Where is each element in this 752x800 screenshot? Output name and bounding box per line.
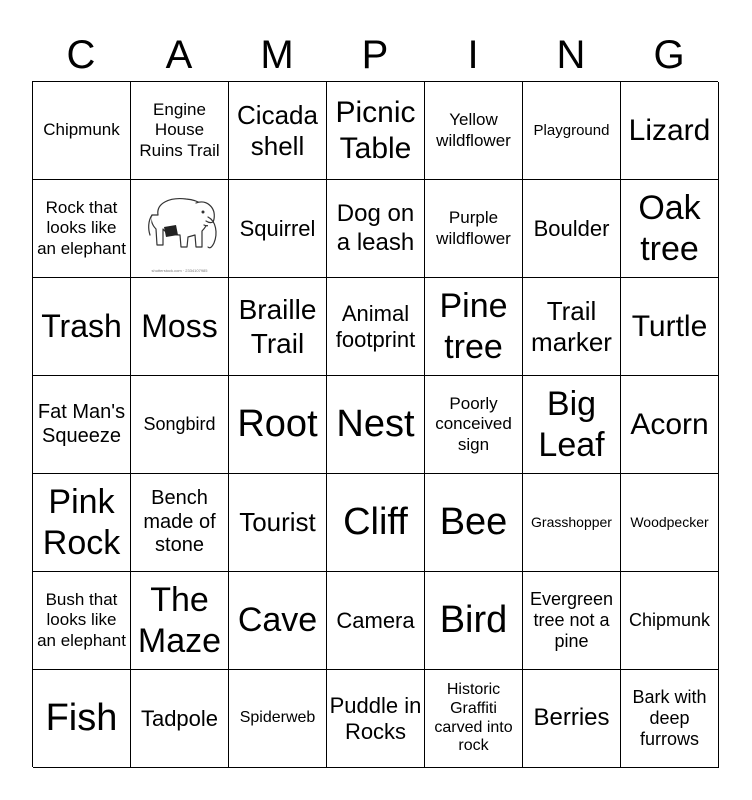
header-letter-n: N: [556, 33, 586, 77]
bingo-cell[interactable]: [33, 572, 131, 670]
bingo-cell[interactable]: [327, 180, 425, 278]
cell-label: Pink Rock: [42, 483, 121, 562]
cell-label: Nest: [336, 403, 415, 446]
bingo-cell[interactable]: [33, 376, 131, 474]
cell-label: Chipmunk: [628, 609, 711, 630]
cell-label: Poorly conceived sign: [435, 394, 512, 454]
cell-label: Bark with deep furrows: [632, 686, 707, 750]
cell-label: Animal footprint: [335, 300, 416, 352]
cell-label: Boulder: [533, 215, 610, 241]
bingo-cell[interactable]: [229, 376, 327, 474]
bingo-cell[interactable]: [229, 474, 327, 572]
cell-label: Rock that looks like an elephant: [37, 198, 126, 258]
bingo-cell[interactable]: [425, 670, 523, 768]
cell-label: Big Leaf: [538, 385, 605, 464]
bingo-cell[interactable]: [33, 82, 131, 180]
bingo-cell[interactable]: [621, 572, 719, 670]
cell-label: Acorn: [630, 407, 709, 441]
free-space-credit: shutterstock.com · 2334107985: [151, 267, 208, 273]
cell-label: Bench made of stone: [143, 487, 216, 557]
cell-label: Moss: [141, 307, 218, 344]
cell-label: Bush that looks like an elephant: [37, 590, 126, 650]
cell-label: Lizard: [628, 113, 711, 147]
cell-label: Purple wildflower: [436, 208, 511, 248]
cell-label: Bird: [439, 599, 508, 642]
bingo-cell[interactable]: [131, 572, 229, 670]
free-space: [136, 185, 224, 273]
bingo-cell[interactable]: [327, 670, 425, 768]
bingo-cell[interactable]: [425, 572, 523, 670]
bingo-cell[interactable]: [131, 376, 229, 474]
bingo-cell[interactable]: [131, 474, 229, 572]
cell-label: Yellow wildflower: [436, 110, 511, 150]
bingo-cell[interactable]: [425, 180, 523, 278]
bingo-cell[interactable]: [621, 278, 719, 376]
bingo-cell[interactable]: [523, 376, 621, 474]
cell-label: Cicada shell: [237, 99, 318, 161]
cell-label: Bee: [439, 501, 508, 544]
cell-label: Dog on a leash: [336, 200, 415, 256]
bingo-cell[interactable]: [327, 474, 425, 572]
bingo-cell[interactable]: [523, 278, 621, 376]
bingo-cell[interactable]: [229, 180, 327, 278]
bingo-cell[interactable]: [621, 670, 719, 768]
bingo-cell[interactable]: [229, 82, 327, 180]
bingo-cell[interactable]: [131, 82, 229, 180]
header-letter-m: M: [260, 33, 294, 77]
cell-label: Woodpecker: [630, 514, 709, 531]
cell-label: Oak tree: [638, 189, 701, 268]
cell-label: Engine House Ruins Trail: [139, 100, 220, 160]
bingo-cell[interactable]: [327, 278, 425, 376]
cell-label: Grasshopper: [531, 514, 612, 531]
cell-label: Trash: [41, 307, 122, 344]
cell-label: Historic Graffiti carved into rock: [434, 680, 513, 755]
bingo-cell[interactable]: [523, 82, 621, 180]
header-letter-p: P: [361, 33, 389, 77]
free-space-cell[interactable]: [131, 180, 229, 278]
bingo-cell[interactable]: [33, 180, 131, 278]
bingo-cell[interactable]: [621, 376, 719, 474]
bingo-cell[interactable]: [131, 278, 229, 376]
cell-label: Fish: [45, 697, 118, 740]
bingo-cell[interactable]: [33, 670, 131, 768]
header-letter-c: C: [66, 33, 96, 77]
bingo-cell[interactable]: [621, 474, 719, 572]
bingo-cell[interactable]: [229, 670, 327, 768]
cell-label: Cave: [237, 601, 318, 640]
cell-label: Fat Man's Squeeze: [37, 400, 126, 447]
cell-label: Spiderweb: [239, 709, 316, 727]
bingo-cell[interactable]: [33, 474, 131, 572]
cell-label: Camera: [336, 607, 415, 633]
bingo-cell[interactable]: [33, 278, 131, 376]
cell-label: Tourist: [239, 507, 316, 538]
header-letter-a: A: [165, 33, 193, 77]
cell-label: Pine tree: [439, 287, 508, 366]
bingo-cell[interactable]: [425, 474, 523, 572]
cell-label: Braille Trail: [238, 294, 317, 359]
cell-label: Evergreen tree not a pine: [529, 588, 614, 652]
bingo-cell[interactable]: [327, 376, 425, 474]
bingo-cell[interactable]: [523, 670, 621, 768]
cell-label: Puddle in Rocks: [329, 692, 422, 744]
bingo-cell[interactable]: [327, 82, 425, 180]
bingo-cell[interactable]: [425, 376, 523, 474]
bingo-cell[interactable]: [621, 180, 719, 278]
bingo-cell[interactable]: [523, 180, 621, 278]
cell-label: Picnic Table: [335, 96, 416, 165]
header-letter-i: I: [467, 33, 479, 77]
bingo-cell[interactable]: [229, 572, 327, 670]
cell-label: Playground: [533, 121, 610, 139]
cell-label: Songbird: [143, 413, 216, 434]
cell-label: Squirrel: [239, 215, 316, 241]
elephant-icon: [136, 185, 224, 263]
bingo-cell[interactable]: [523, 474, 621, 572]
bingo-cell[interactable]: [131, 670, 229, 768]
cell-label: Chipmunk: [43, 120, 120, 140]
cell-label: Trail marker: [531, 295, 612, 357]
bingo-cell[interactable]: [327, 572, 425, 670]
header-letter-g: G: [653, 33, 685, 77]
bingo-cell[interactable]: [621, 82, 719, 180]
cell-label: Turtle: [631, 309, 708, 343]
cell-label: The Maze: [137, 581, 222, 660]
bingo-cell[interactable]: [425, 82, 523, 180]
bingo-board: [32, 81, 718, 767]
cell-label: Root: [237, 403, 318, 446]
cell-label: Tadpole: [140, 705, 219, 731]
bingo-cell[interactable]: [229, 278, 327, 376]
bingo-cell[interactable]: [425, 278, 523, 376]
cell-label: Berries: [533, 704, 610, 732]
bingo-cell[interactable]: [523, 572, 621, 670]
bingo-header: [32, 30, 718, 80]
cell-label: Cliff: [343, 501, 408, 544]
